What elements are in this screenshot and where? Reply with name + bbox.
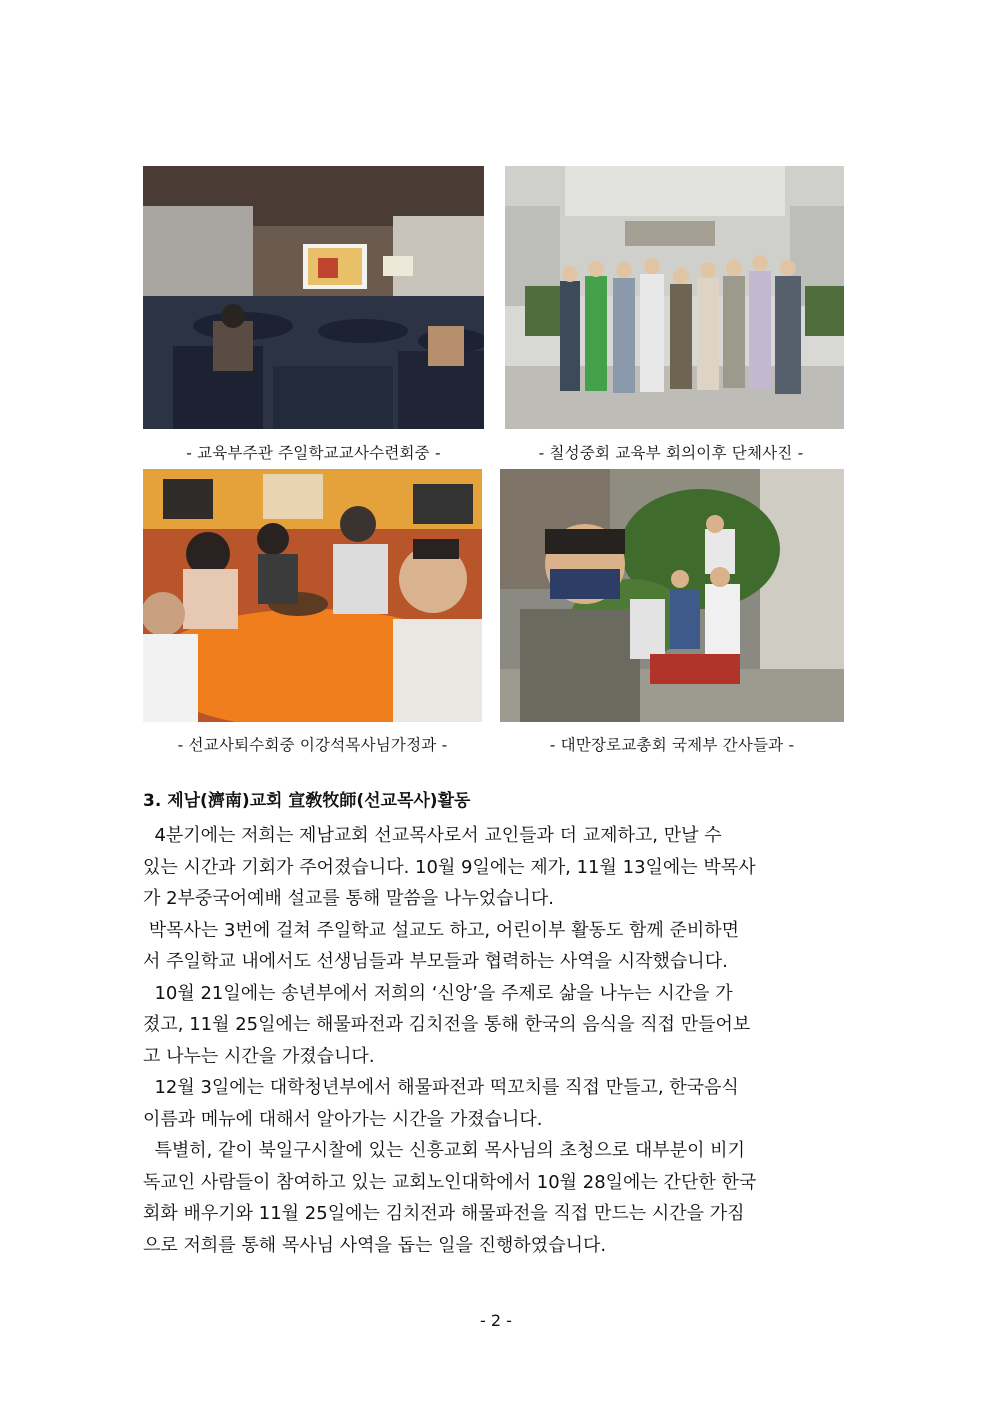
body-line: 특별히, 같이 북일구시찰에 있는 신흥교회 목사님의 초청으로 대부분이 비기 <box>143 1140 745 1161</box>
body-line: 4분기에는 저희는 제남교회 선교목사로서 교인들과 더 교제하고, 만날 수 <box>143 825 722 846</box>
body-line: 서 주일학교 내에서도 선생님들과 부모들과 협력하는 사역을 시작했습니다. <box>143 951 728 972</box>
photo-caption-3: - 선교사퇴수회중 이강석목사님가정과 - <box>177 736 448 754</box>
body-line: 12월 3일에는 대학청년부에서 해물파전과 떡꼬치를 직접 만들고, 한국음식 <box>143 1077 739 1098</box>
photo-group-building <box>505 166 844 429</box>
photo-caption-4: - 대만장로교총회 국제부 간사들과 - <box>549 736 795 754</box>
photo-caption-1: - 교육부주관 주일학교교사수련회중 - <box>186 444 441 462</box>
body-line: 있는 시간과 기회가 주어졌습니다. 10월 9일에는 제가, 11월 13일에는 박목사 <box>143 856 756 878</box>
photo-teacher-training <box>143 166 484 429</box>
body-line: 박목사는 3번에 걸쳐 주일학교 설교도 하고, 어린이부 활동도 함께 준비하면 <box>143 919 740 941</box>
section-title: 3. 제남(濟南)교회 宣敎牧師(선교목사)활동 <box>143 791 471 811</box>
body-line: 가 2부중국어예배 설교를 통해 말씀을 나누었습니다. <box>143 888 554 909</box>
body-line: 회화 배우기와 11월 25일에는 김치전과 해물파전을 직접 만드는 시간을 가짐 <box>143 1203 745 1224</box>
body-line: 졌고, 11월 25일에는 해물파전과 김치전을 통해 한국의 음식을 직접 만들어보 <box>143 1014 751 1035</box>
body-line: 독교인 사람들이 참여하고 있는 교회노인대학에서 10월 28일에는 간단한 한국 <box>143 1171 757 1193</box>
photo-caption-2: - 칠성중회 교육부 회의이후 단체사진 - <box>538 444 804 462</box>
photo-garden-group <box>500 469 844 722</box>
body-line: 이름과 메뉴에 대해서 알아가는 시간을 가졌습니다. <box>143 1108 543 1130</box>
body-line: 으로 저희를 통해 목사님 사역을 돕는 일을 진행하였습니다. <box>143 1234 607 1256</box>
body-line: 10월 21일에는 송년부에서 저희의 ‘신앙’을 주제로 삶을 나누는 시간을 가 <box>143 982 733 1004</box>
body-text <box>143 820 851 1261</box>
page-number: - 2 - <box>480 1311 512 1330</box>
body-line: 고 나누는 시간을 가졌습니다. <box>143 1045 375 1067</box>
photo-family-dinner <box>143 469 482 722</box>
